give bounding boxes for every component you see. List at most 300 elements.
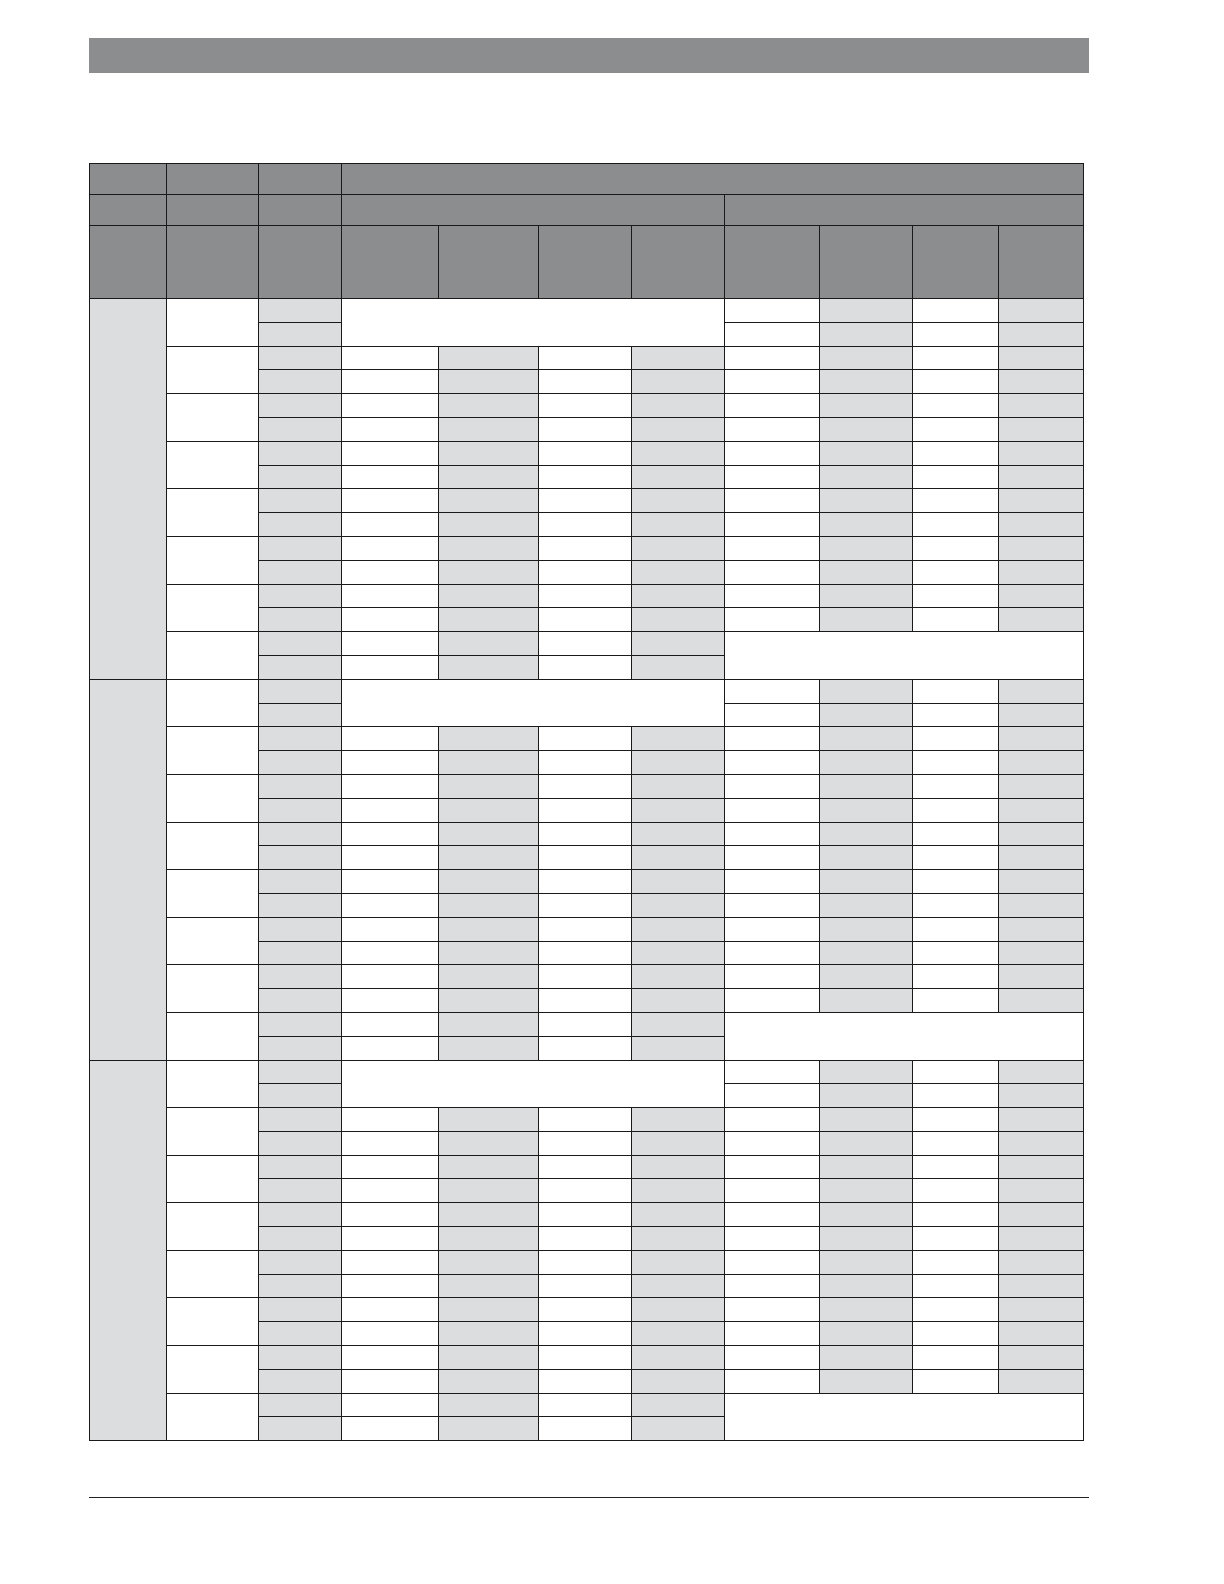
header-row-2 bbox=[90, 195, 1084, 226]
table-cell bbox=[999, 1155, 1084, 1179]
table-cell bbox=[725, 679, 820, 703]
subgroup-label bbox=[167, 774, 259, 822]
group-label bbox=[90, 679, 167, 1060]
footer-rule bbox=[89, 1497, 1089, 1498]
table-cell bbox=[913, 1369, 999, 1393]
table-cell bbox=[342, 1012, 439, 1036]
table-cell bbox=[820, 893, 913, 917]
table-cell bbox=[820, 774, 913, 798]
table-cell bbox=[913, 584, 999, 608]
table-row bbox=[90, 584, 1084, 608]
table-row bbox=[90, 1250, 1084, 1274]
table-cell bbox=[913, 394, 999, 418]
table-cell bbox=[342, 1250, 439, 1274]
row-label bbox=[259, 1393, 342, 1417]
table-cell bbox=[439, 394, 539, 418]
row-label bbox=[259, 1274, 342, 1298]
table-cell bbox=[820, 1250, 913, 1274]
column-header bbox=[999, 226, 1084, 299]
table-cell bbox=[913, 917, 999, 941]
table-cell bbox=[913, 465, 999, 489]
table-cell bbox=[820, 751, 913, 775]
table-cell bbox=[342, 1346, 439, 1370]
subgroup-label bbox=[167, 346, 259, 394]
table-cell bbox=[820, 1108, 913, 1132]
header-cell bbox=[90, 226, 167, 299]
row-label bbox=[259, 1131, 342, 1155]
table-cell bbox=[820, 1346, 913, 1370]
subgroup-label bbox=[167, 1060, 259, 1108]
table-cell bbox=[539, 1036, 632, 1060]
subgroup-label bbox=[167, 1203, 259, 1251]
row-label bbox=[259, 1227, 342, 1251]
table-cell bbox=[632, 1274, 725, 1298]
table-cell bbox=[539, 465, 632, 489]
table-cell bbox=[725, 727, 820, 751]
table-cell bbox=[439, 822, 539, 846]
table-cell bbox=[342, 1108, 439, 1132]
table-cell bbox=[539, 917, 632, 941]
subgroup-label bbox=[167, 917, 259, 965]
table-cell bbox=[725, 1369, 820, 1393]
table-cell bbox=[539, 417, 632, 441]
table-cell bbox=[820, 679, 913, 703]
table-row bbox=[90, 632, 1084, 656]
table-cell bbox=[439, 1227, 539, 1251]
table-cell bbox=[913, 1084, 999, 1108]
table-cell bbox=[539, 632, 632, 656]
table-cell bbox=[725, 989, 820, 1013]
table-cell bbox=[820, 727, 913, 751]
table-cell bbox=[539, 941, 632, 965]
table-cell bbox=[632, 489, 725, 513]
table-cell bbox=[913, 751, 999, 775]
table-cell bbox=[999, 536, 1084, 560]
table-cell bbox=[342, 1298, 439, 1322]
row-label bbox=[259, 536, 342, 560]
table-cell bbox=[913, 679, 999, 703]
table-cell bbox=[439, 751, 539, 775]
table-cell bbox=[820, 1060, 913, 1084]
row-label bbox=[259, 1417, 342, 1441]
table-cell bbox=[999, 917, 1084, 941]
subgroup-label bbox=[167, 1108, 259, 1156]
column-header bbox=[439, 226, 539, 299]
table-cell bbox=[999, 798, 1084, 822]
table-cell bbox=[439, 441, 539, 465]
table-cell bbox=[999, 965, 1084, 989]
table-cell bbox=[999, 1369, 1084, 1393]
row-label bbox=[259, 703, 342, 727]
table-cell bbox=[913, 1298, 999, 1322]
table-cell bbox=[913, 989, 999, 1013]
table-cell bbox=[439, 655, 539, 679]
data-table bbox=[89, 163, 1084, 1441]
table-cell bbox=[725, 917, 820, 941]
table-cell bbox=[439, 1250, 539, 1274]
table-cell bbox=[539, 798, 632, 822]
table-cell bbox=[632, 822, 725, 846]
table-cell bbox=[439, 536, 539, 560]
table-cell bbox=[439, 989, 539, 1013]
table-cell bbox=[725, 798, 820, 822]
column-header bbox=[820, 226, 913, 299]
table-row bbox=[90, 679, 1084, 703]
table-cell bbox=[820, 1369, 913, 1393]
table-cell bbox=[725, 299, 820, 323]
table-cell bbox=[342, 774, 439, 798]
table-cell bbox=[439, 1369, 539, 1393]
table-cell bbox=[632, 513, 725, 537]
table-cell bbox=[632, 560, 725, 584]
table-cell bbox=[539, 608, 632, 632]
table-cell bbox=[539, 346, 632, 370]
table-cell bbox=[999, 1298, 1084, 1322]
table-cell bbox=[820, 1298, 913, 1322]
table-cell bbox=[342, 822, 439, 846]
table-cell bbox=[632, 798, 725, 822]
subgroup-label bbox=[167, 489, 259, 537]
table-cell bbox=[913, 774, 999, 798]
subgroup-label bbox=[167, 822, 259, 870]
table-cell bbox=[913, 1346, 999, 1370]
table-cell bbox=[632, 1036, 725, 1060]
row-label bbox=[259, 1155, 342, 1179]
table-cell bbox=[342, 489, 439, 513]
row-label bbox=[259, 1060, 342, 1084]
table-cell bbox=[439, 1274, 539, 1298]
table-cell bbox=[632, 370, 725, 394]
row-label bbox=[259, 774, 342, 798]
table-cell bbox=[913, 1322, 999, 1346]
table-cell bbox=[439, 941, 539, 965]
table-cell bbox=[632, 1417, 725, 1441]
table-cell bbox=[999, 703, 1084, 727]
table-cell bbox=[999, 560, 1084, 584]
table-cell bbox=[539, 822, 632, 846]
subgroup-label bbox=[167, 965, 259, 1013]
table-cell bbox=[913, 846, 999, 870]
table-cell bbox=[725, 489, 820, 513]
table-cell bbox=[342, 536, 439, 560]
table-cell bbox=[342, 1369, 439, 1393]
subgroup-label bbox=[167, 727, 259, 775]
table-cell bbox=[999, 679, 1084, 703]
table-cell bbox=[439, 774, 539, 798]
table-cell bbox=[820, 1179, 913, 1203]
table-cell bbox=[913, 727, 999, 751]
table-cell bbox=[820, 346, 913, 370]
table-cell bbox=[539, 1012, 632, 1036]
table-cell bbox=[342, 584, 439, 608]
table-cell bbox=[820, 798, 913, 822]
table-cell bbox=[439, 798, 539, 822]
table-cell bbox=[725, 441, 820, 465]
table-cell bbox=[439, 1322, 539, 1346]
row-label bbox=[259, 1012, 342, 1036]
table-cell bbox=[820, 417, 913, 441]
table-cell bbox=[820, 489, 913, 513]
table-cell bbox=[913, 1250, 999, 1274]
table-cell bbox=[820, 822, 913, 846]
table-cell bbox=[725, 751, 820, 775]
table-row bbox=[90, 536, 1084, 560]
row-label bbox=[259, 846, 342, 870]
table-cell bbox=[539, 846, 632, 870]
table-row bbox=[90, 727, 1084, 751]
table-cell bbox=[539, 1155, 632, 1179]
table-cell bbox=[820, 1084, 913, 1108]
table-cell bbox=[999, 1084, 1084, 1108]
table-cell bbox=[539, 370, 632, 394]
table-cell bbox=[439, 513, 539, 537]
column-header bbox=[913, 226, 999, 299]
table-cell bbox=[913, 870, 999, 894]
row-label bbox=[259, 1346, 342, 1370]
row-label bbox=[259, 299, 342, 323]
row-label bbox=[259, 1322, 342, 1346]
table-cell bbox=[999, 513, 1084, 537]
table-cell bbox=[820, 917, 913, 941]
table-cell bbox=[439, 584, 539, 608]
table-cell bbox=[539, 1417, 632, 1441]
table-cell bbox=[439, 370, 539, 394]
table-cell bbox=[820, 536, 913, 560]
table-row bbox=[90, 1060, 1084, 1084]
table-cell bbox=[999, 893, 1084, 917]
table-cell bbox=[632, 1227, 725, 1251]
empty-merged-cell bbox=[342, 1060, 725, 1108]
table-cell bbox=[913, 1155, 999, 1179]
table-cell bbox=[999, 465, 1084, 489]
table-cell bbox=[820, 608, 913, 632]
table-cell bbox=[725, 608, 820, 632]
table-cell bbox=[999, 1179, 1084, 1203]
table-cell bbox=[539, 1346, 632, 1370]
group-label bbox=[90, 299, 167, 680]
table-cell bbox=[820, 394, 913, 418]
row-label bbox=[259, 1298, 342, 1322]
table-cell bbox=[820, 560, 913, 584]
table-cell bbox=[632, 1369, 725, 1393]
table-cell bbox=[439, 632, 539, 656]
table-cell bbox=[539, 560, 632, 584]
table-cell bbox=[913, 703, 999, 727]
table-cell bbox=[820, 322, 913, 346]
table-cell bbox=[632, 1250, 725, 1274]
column-header bbox=[725, 226, 820, 299]
table-cell bbox=[913, 1060, 999, 1084]
table-cell bbox=[632, 1012, 725, 1036]
table-row bbox=[90, 1298, 1084, 1322]
table-cell bbox=[725, 560, 820, 584]
table-cell bbox=[439, 1298, 539, 1322]
table-cell bbox=[820, 1227, 913, 1251]
table-cell bbox=[725, 370, 820, 394]
table-cell bbox=[539, 441, 632, 465]
header-group-b bbox=[725, 195, 1084, 226]
header-cell bbox=[167, 195, 259, 226]
table-cell bbox=[913, 822, 999, 846]
table-cell bbox=[439, 965, 539, 989]
subgroup-label bbox=[167, 299, 259, 347]
table-cell bbox=[913, 299, 999, 323]
subgroup-label bbox=[167, 870, 259, 918]
table-cell bbox=[632, 394, 725, 418]
row-label bbox=[259, 370, 342, 394]
row-label bbox=[259, 1203, 342, 1227]
table-cell bbox=[725, 822, 820, 846]
row-label bbox=[259, 893, 342, 917]
table-row bbox=[90, 1012, 1084, 1036]
table-cell bbox=[820, 1131, 913, 1155]
subgroup-label bbox=[167, 1298, 259, 1346]
row-label bbox=[259, 917, 342, 941]
table-cell bbox=[725, 1108, 820, 1132]
table-cell bbox=[439, 1131, 539, 1155]
table-cell bbox=[725, 703, 820, 727]
table-cell bbox=[999, 346, 1084, 370]
table-cell bbox=[342, 1036, 439, 1060]
header-span-title bbox=[342, 164, 1084, 195]
table-cell bbox=[725, 1250, 820, 1274]
table-cell bbox=[539, 1179, 632, 1203]
row-label bbox=[259, 608, 342, 632]
table-cell bbox=[439, 489, 539, 513]
table-row bbox=[90, 917, 1084, 941]
table-cell bbox=[999, 1250, 1084, 1274]
table-cell bbox=[539, 394, 632, 418]
table-cell bbox=[820, 989, 913, 1013]
table-cell bbox=[632, 346, 725, 370]
subgroup-label bbox=[167, 1012, 259, 1060]
table-cell bbox=[342, 1203, 439, 1227]
table-cell bbox=[539, 774, 632, 798]
table-cell bbox=[342, 560, 439, 584]
subgroup-label bbox=[167, 1346, 259, 1394]
table-cell bbox=[632, 1322, 725, 1346]
table-cell bbox=[342, 1393, 439, 1417]
table-cell bbox=[632, 751, 725, 775]
row-label bbox=[259, 465, 342, 489]
table-cell bbox=[725, 1274, 820, 1298]
empty-merged-cell bbox=[725, 1012, 1084, 1060]
table-cell bbox=[439, 893, 539, 917]
table-cell bbox=[999, 1131, 1084, 1155]
empty-merged-cell bbox=[342, 299, 725, 347]
table-cell bbox=[725, 1084, 820, 1108]
table-cell bbox=[632, 989, 725, 1013]
table-cell bbox=[439, 1108, 539, 1132]
table-cell bbox=[539, 1322, 632, 1346]
table-cell bbox=[999, 1227, 1084, 1251]
row-label bbox=[259, 727, 342, 751]
table-cell bbox=[342, 893, 439, 917]
table-cell bbox=[439, 417, 539, 441]
table-cell bbox=[342, 1274, 439, 1298]
row-label bbox=[259, 1250, 342, 1274]
table-cell bbox=[820, 1155, 913, 1179]
table-cell bbox=[539, 536, 632, 560]
table-cell bbox=[632, 1155, 725, 1179]
table-cell bbox=[632, 1131, 725, 1155]
table-cell bbox=[913, 536, 999, 560]
table-cell bbox=[725, 1346, 820, 1370]
row-label bbox=[259, 632, 342, 656]
header-band bbox=[89, 38, 1089, 73]
table-cell bbox=[913, 1227, 999, 1251]
table-cell bbox=[439, 846, 539, 870]
table-cell bbox=[632, 417, 725, 441]
empty-merged-cell bbox=[725, 1393, 1084, 1441]
subgroup-label bbox=[167, 394, 259, 442]
table-cell bbox=[539, 1250, 632, 1274]
table-cell bbox=[342, 1155, 439, 1179]
table-cell bbox=[539, 1108, 632, 1132]
row-label bbox=[259, 322, 342, 346]
table-cell bbox=[999, 322, 1084, 346]
subgroup-label bbox=[167, 679, 259, 727]
table-cell bbox=[820, 1203, 913, 1227]
table-cell bbox=[439, 1012, 539, 1036]
table-cell bbox=[342, 346, 439, 370]
table-cell bbox=[725, 941, 820, 965]
table-cell bbox=[725, 1179, 820, 1203]
table-cell bbox=[999, 774, 1084, 798]
row-label bbox=[259, 679, 342, 703]
table-cell bbox=[632, 465, 725, 489]
table-cell bbox=[913, 941, 999, 965]
table-cell bbox=[820, 441, 913, 465]
table-cell bbox=[539, 1274, 632, 1298]
table-row bbox=[90, 441, 1084, 465]
table-cell bbox=[913, 417, 999, 441]
table-row bbox=[90, 1203, 1084, 1227]
table-cell bbox=[342, 1417, 439, 1441]
table-cell bbox=[725, 322, 820, 346]
table-cell bbox=[342, 989, 439, 1013]
row-label bbox=[259, 489, 342, 513]
table-cell bbox=[725, 1060, 820, 1084]
table-cell bbox=[725, 1298, 820, 1322]
table-cell bbox=[439, 608, 539, 632]
row-label bbox=[259, 870, 342, 894]
table-cell bbox=[342, 632, 439, 656]
table-row bbox=[90, 1108, 1084, 1132]
table-cell bbox=[913, 370, 999, 394]
table-cell bbox=[725, 417, 820, 441]
table-cell bbox=[632, 1108, 725, 1132]
table-cell bbox=[725, 346, 820, 370]
subgroup-label bbox=[167, 584, 259, 632]
table-cell bbox=[342, 1227, 439, 1251]
header-cell bbox=[90, 164, 167, 195]
table-cell bbox=[342, 465, 439, 489]
table-cell bbox=[632, 1346, 725, 1370]
table-cell bbox=[439, 1179, 539, 1203]
subgroup-label bbox=[167, 632, 259, 680]
table-cell bbox=[913, 513, 999, 537]
table-cell bbox=[999, 846, 1084, 870]
table-cell bbox=[439, 870, 539, 894]
subgroup-label bbox=[167, 1393, 259, 1441]
table-cell bbox=[539, 489, 632, 513]
table-cell bbox=[342, 441, 439, 465]
table-cell bbox=[999, 608, 1084, 632]
header-group-a bbox=[342, 195, 725, 226]
table-cell bbox=[913, 965, 999, 989]
table-cell bbox=[342, 965, 439, 989]
